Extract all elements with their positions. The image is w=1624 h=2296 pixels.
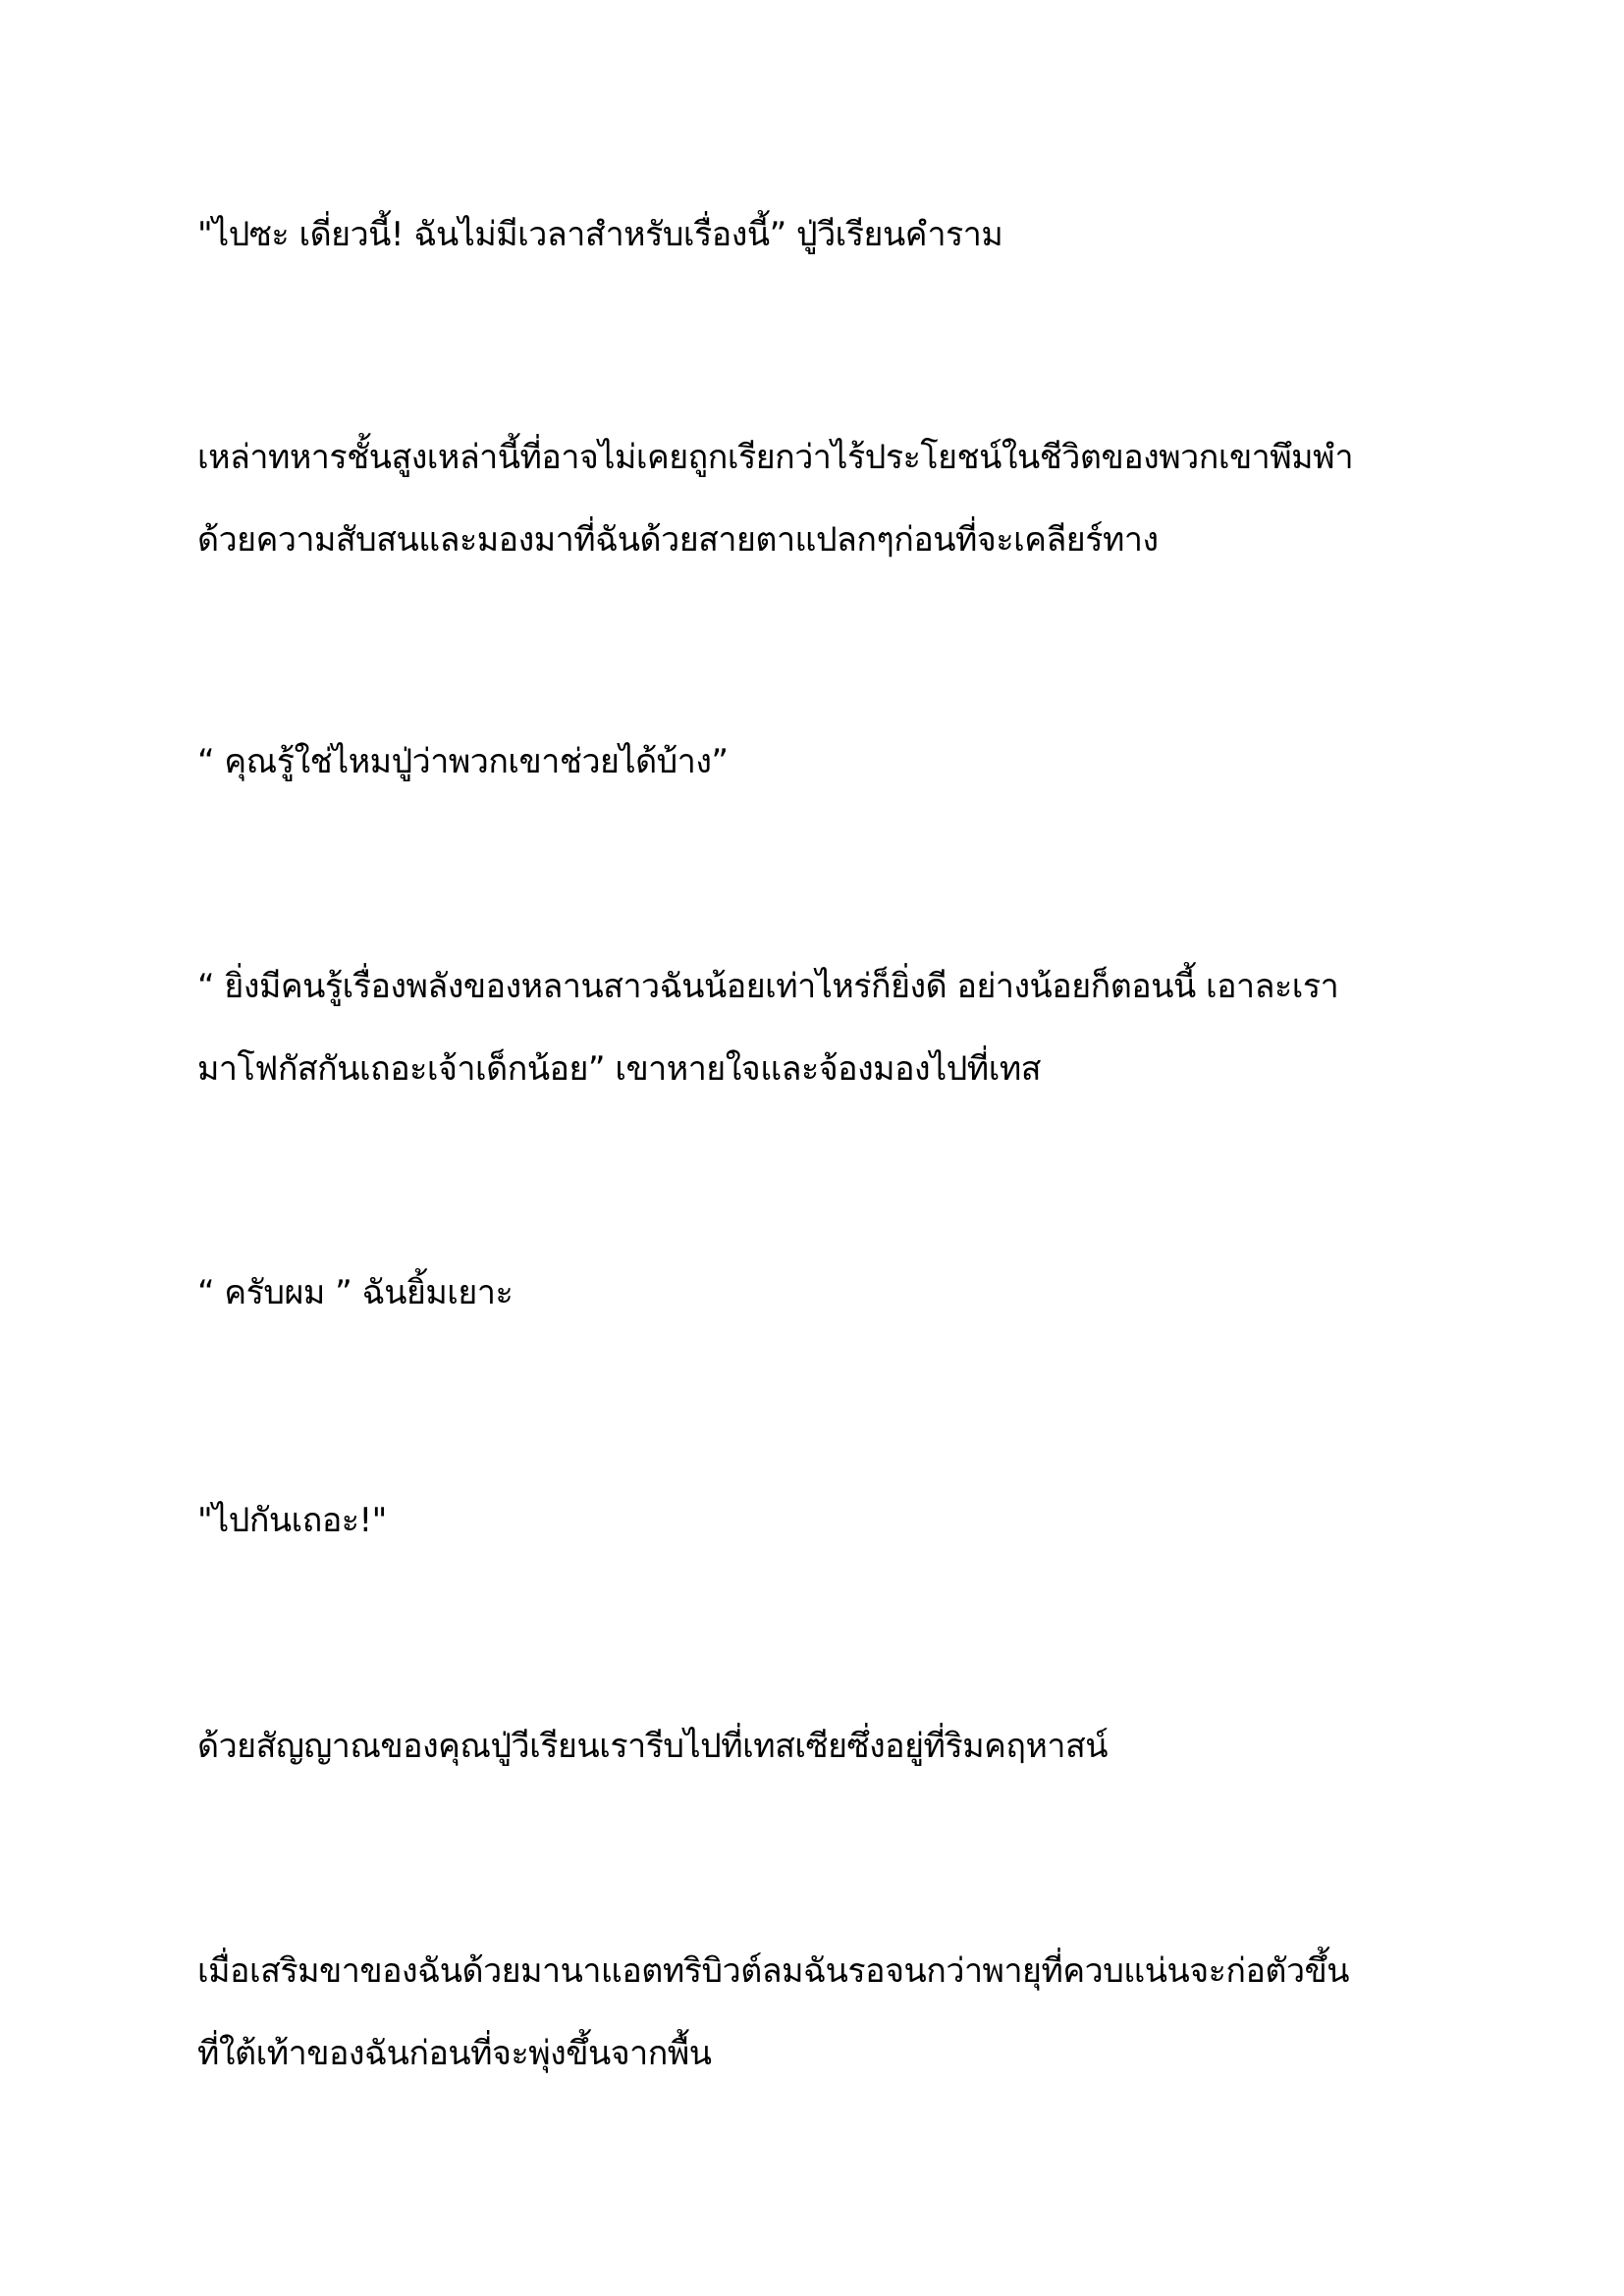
- paragraph-4-line-1: “ ยิ่งมีคนรู้เรื่องพลังของหลานสาวฉันน้อยเท่าไหร่ก็ยิ่งดี อย่างน้อยก็ตอนนี้ เอาละเรา: [197, 967, 1339, 1006]
- paragraph-2-line-1: เหล่าทหารชั้นสูงเหล่านี้ที่อาจไม่เคยถูกเรียกว่าไร้ประโยชน์ในชีวิตของพวกเขาพึมพำ: [197, 438, 1354, 477]
- paragraph-8-line-1: เมื่อเสริมขาของฉันด้วยมานาแอตทริบิวต์ลมฉันรอจนกว่าพายุที่ควบแน่นจะก่อตัวขึ้น: [197, 1951, 1350, 1991]
- paragraph-2-line-2: ด้วยความสับสนและมองมาที่ฉันด้วยสายตาแปลกๆก่อนที่จะเคลียร์ทาง: [197, 520, 1159, 560]
- paragraph-4-line-2: มาโฟกัสกันเถอะเจ้าเด็กน้อย” เขาหายใจและจ้องมองไปที่เทส: [197, 1049, 1041, 1089]
- paragraph-5-line-1: “ ครับผม ” ฉันยิ้มเยาะ: [197, 1273, 514, 1312]
- paragraph-3-line-1: “ คุณรู้ใช่ไหมปู่ว่าพวกเขาช่วยได้บ้าง”: [197, 742, 729, 781]
- paragraph-1-line-1: "ไปซะ เดี่ยวนี้! ฉันไม่มีเวลาสำหรับเรื่องนี้” ปู่วีเรียนคำราม: [197, 215, 1003, 254]
- paragraph-6-line-1: "ไปกันเถอะ!": [197, 1501, 387, 1540]
- paragraph-7-line-1: ด้วยสัญญาณของคุณปู่วีเรียนเรารีบไปที่เทสเซียซึ่งอยู่ที่ริมคฤหาสน์: [197, 1727, 1108, 1766]
- paragraph-8-line-2: ที่ใต้เท้าของฉันก่อนที่จะพุ่งขึ้นจากพื้น: [197, 2034, 712, 2073]
